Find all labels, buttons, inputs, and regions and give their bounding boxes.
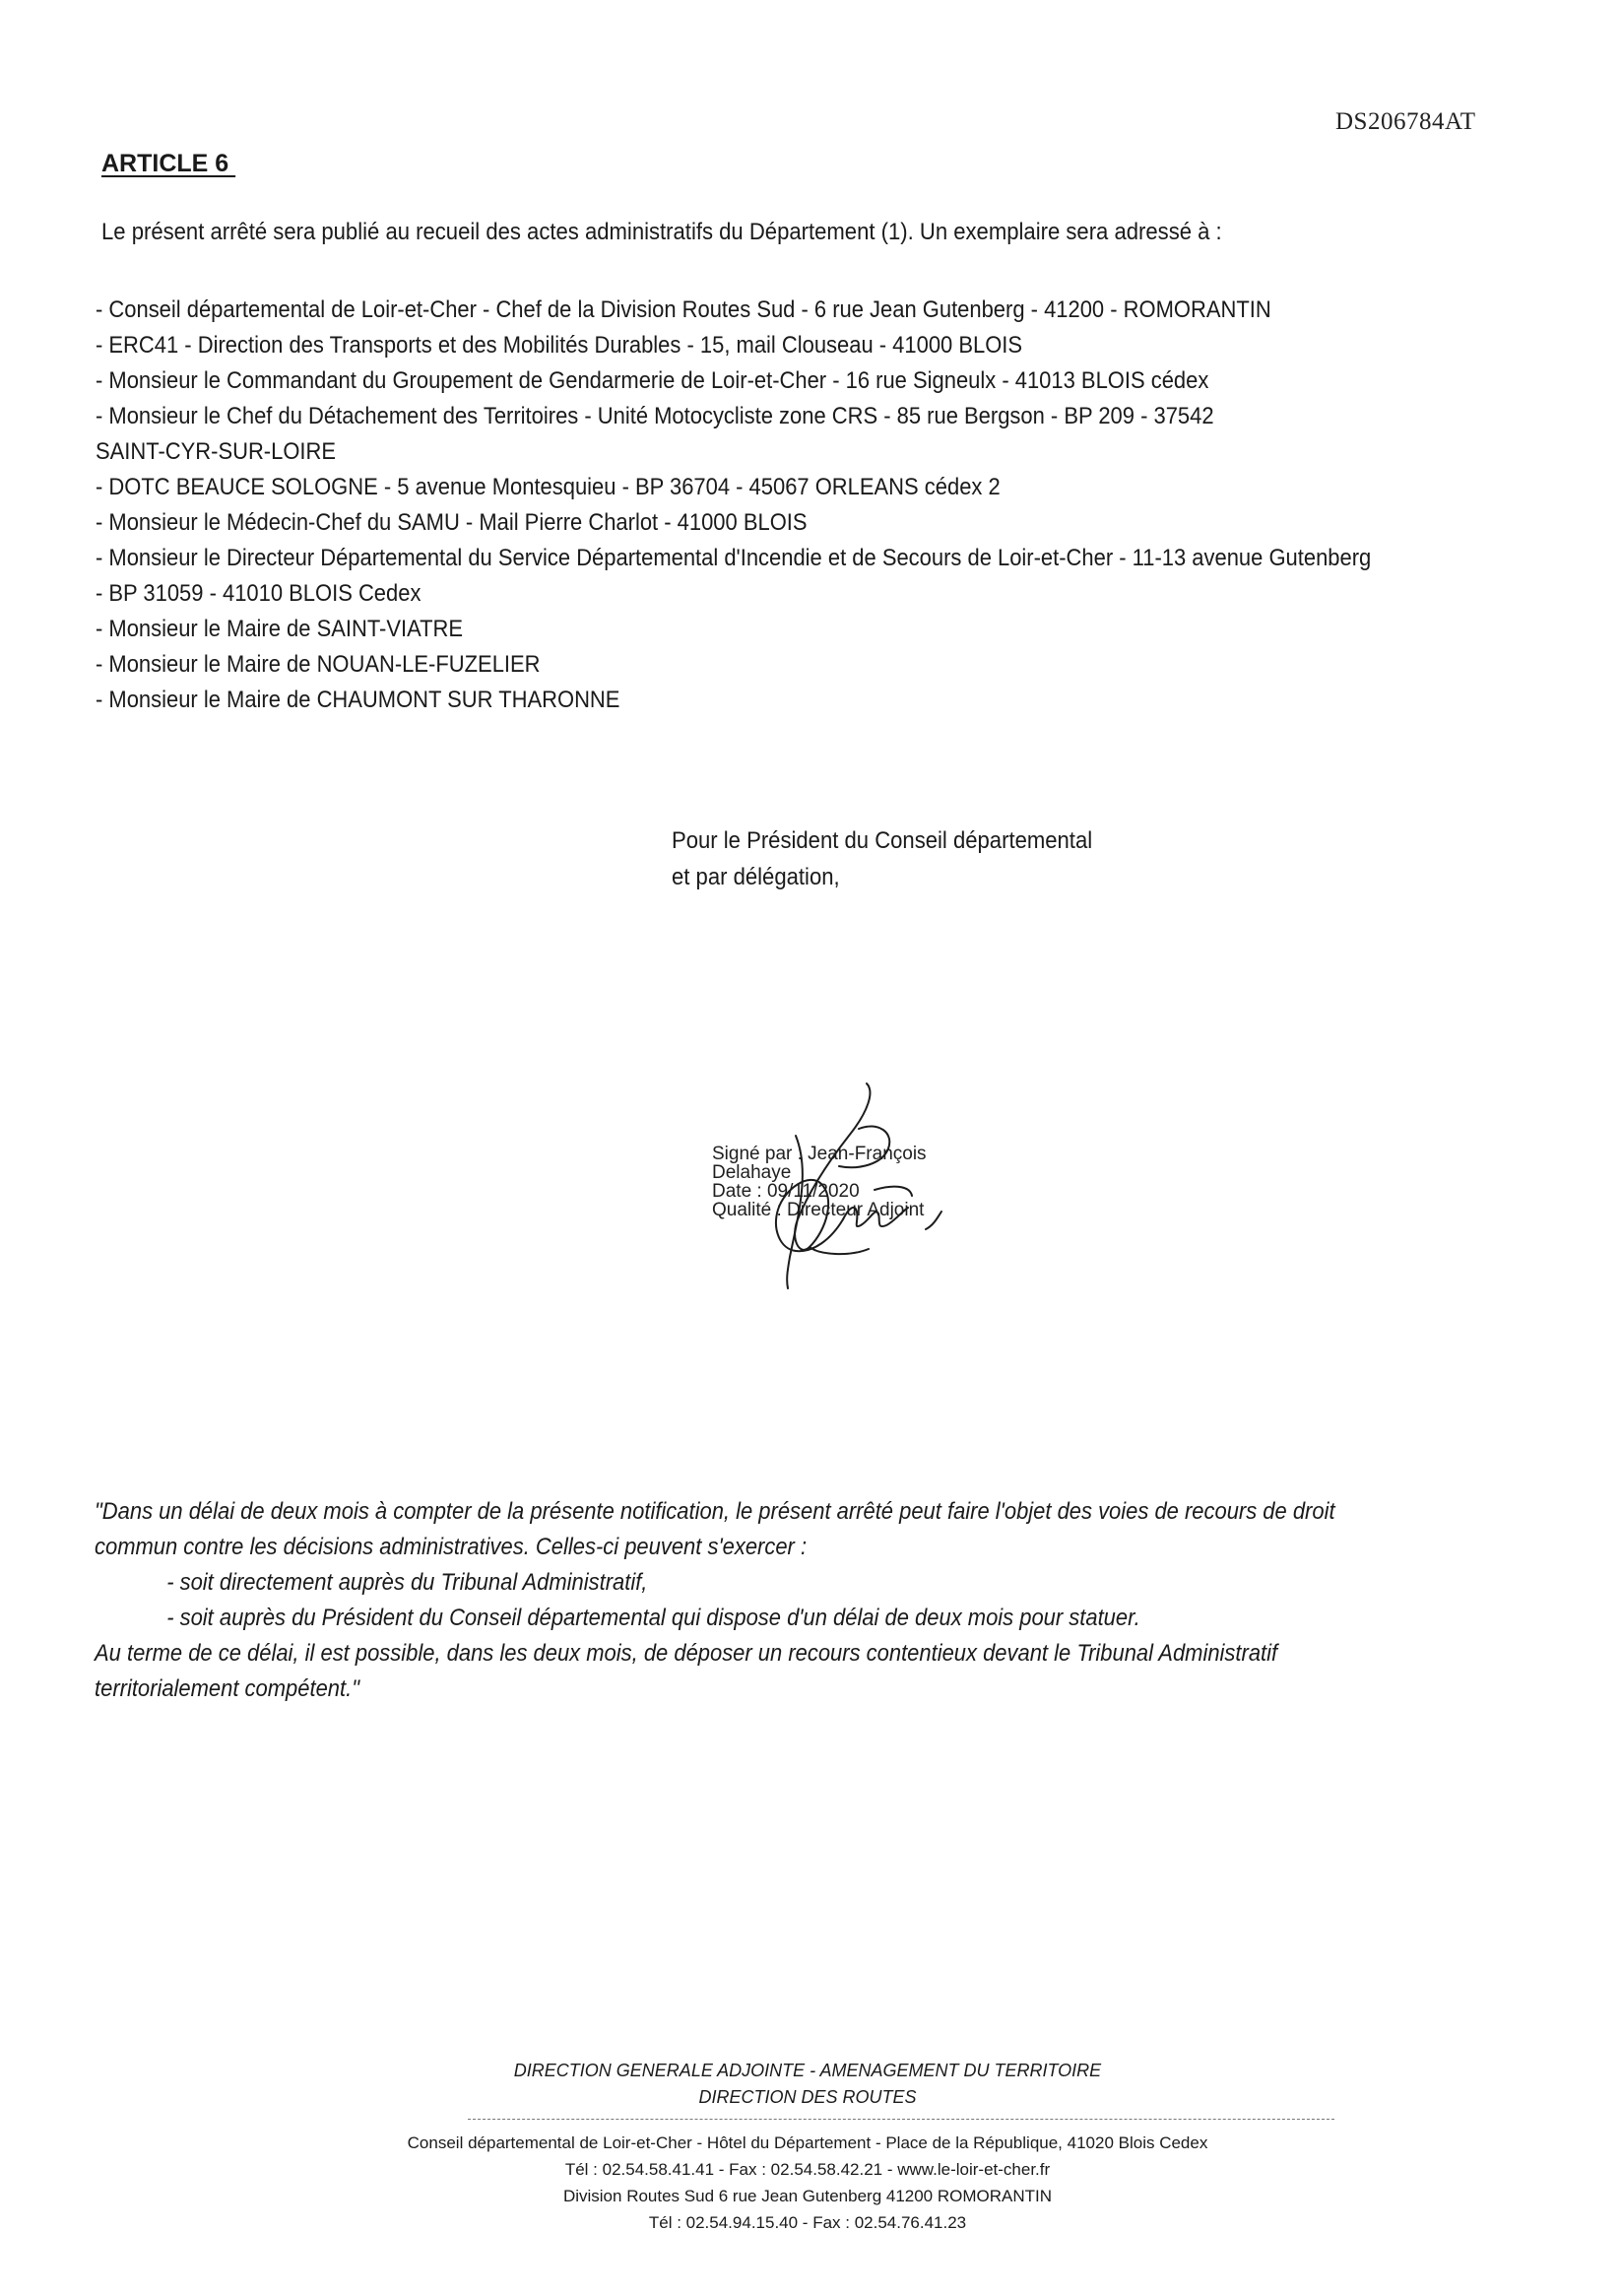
footer-direction (172, 2058, 1443, 2111)
electronic-signature-stamp (701, 1082, 997, 1298)
stamp-quality: Qualité : Directeur Adjoint (712, 1200, 925, 1220)
footer-contact (172, 2130, 1443, 2236)
recipient-line: - DOTC BEAUCE SOLOGNE - 5 avenue Montesquieu - BP 36704 - 45067 ORLEANS cédex 2 (96, 474, 1001, 500)
recipient-line: - Monsieur le Maire de SAINT-VIATRE (96, 616, 464, 642)
recipient-line: - Monsieur le Maire de NOUAN-LE-FUZELIER (96, 651, 541, 678)
footer-direction-line-1: DIRECTION GENERALE ADJOINTE - AMENAGEMENT DU TERRITOIRE (513, 2061, 1102, 2080)
stamp-signed-by: Signé par : Jean-François (712, 1144, 927, 1164)
signatory-line-2: et par délégation, (672, 864, 840, 890)
signatory-block (672, 822, 1092, 895)
legal-notice-line: commun contre les décisions administratives. Celles-ci peuvent s'exercer : (95, 1534, 808, 1560)
footer-direction-line-2: DIRECTION DES ROUTES (698, 2087, 917, 2107)
stamp-date: Date : 09/11/2020 (712, 1181, 860, 1202)
recipient-line: - Monsieur le Médecin-Chef du SAMU - Mail Pierre Charlot - 41000 BLOIS (96, 509, 808, 536)
recipient-line: - Monsieur le Commandant du Groupement de Gendarmerie de Loir-et-Cher - 16 rue Signeulx - 41013 BLOIS cédex (96, 367, 1209, 394)
document-reference: DS206784AT (1335, 108, 1476, 135)
recipient-line: - Conseil départemental de Loir-et-Cher - Chef de la Division Routes Sud - 6 rue Jean Gutenberg - 41200 - ROMORANTIN (96, 296, 1271, 323)
recipient-line: SAINT-CYR-SUR-LOIRE (96, 438, 337, 465)
footer-contact-line: Division Routes Sud 6 rue Jean Gutenberg 41200 ROMORANTIN (562, 2187, 1053, 2205)
legal-notice-line: - soit directement auprès du Tribunal Administratif, (166, 1569, 648, 1596)
footer-divider (468, 2119, 1334, 2120)
recipient-line: - BP 31059 - 41010 BLOIS Cedex (96, 580, 421, 607)
footer-contact-line: Tél : 02.54.94.15.40 - Fax : 02.54.76.41.23 (648, 2213, 967, 2232)
article-heading: ARTICLE 6 (101, 150, 236, 177)
recipient-line: - ERC41 - Direction des Transports et des Mobilités Durables - 15, mail Clouseau - 41000 BLOIS (96, 332, 1023, 359)
legal-notice (95, 1494, 1500, 1707)
footer-contact-line: Conseil départemental de Loir-et-Cher - Hôtel du Département - Place de la République, 41020 Blois Cedex (407, 2133, 1208, 2152)
signatory-line-1: Pour le Président du Conseil départemental (672, 827, 1093, 854)
legal-notice-line: territorialement compétent." (95, 1675, 359, 1702)
intro-paragraph: Le présent arrêté sera publié au recueil des actes administratifs du Département (1). Un exemplaire sera adressé à : (101, 219, 1222, 245)
legal-notice-line: Au terme de ce délai, il est possible, dans les deux mois, de déposer un recours contentieux devant le Tribunal Administratif (95, 1640, 1278, 1667)
handwritten-signature (701, 1082, 997, 1298)
footer-contact-line: Tél : 02.54.58.41.41 - Fax : 02.54.58.42.21 - www.le-loir-et-cher.fr (564, 2160, 1051, 2179)
page-footer (0, 2058, 1621, 2236)
recipients-list (96, 293, 1555, 718)
recipient-line: - Monsieur le Chef du Détachement des Territoires - Unité Motocycliste zone CRS - 85 rue Bergson - BP 209 - 37542 (96, 403, 1214, 429)
stamp-signed-by-name: Delahaye (712, 1162, 792, 1183)
legal-notice-line: "Dans un délai de deux mois à compter de la présente notification, le présent arrêté peut faire l'objet des voies de recours de droit (95, 1498, 1335, 1525)
recipient-line: - Monsieur le Directeur Départemental du Service Départemental d'Incendie et de Secours de Loir-et-Cher - 11-13 avenue Gutenberg (96, 545, 1372, 571)
recipient-line: - Monsieur le Maire de CHAUMONT SUR THARONNE (96, 687, 620, 713)
legal-notice-line: - soit auprès du Président du Conseil départemental qui dispose d'un délai de deux mois pour statuer. (166, 1605, 1140, 1631)
